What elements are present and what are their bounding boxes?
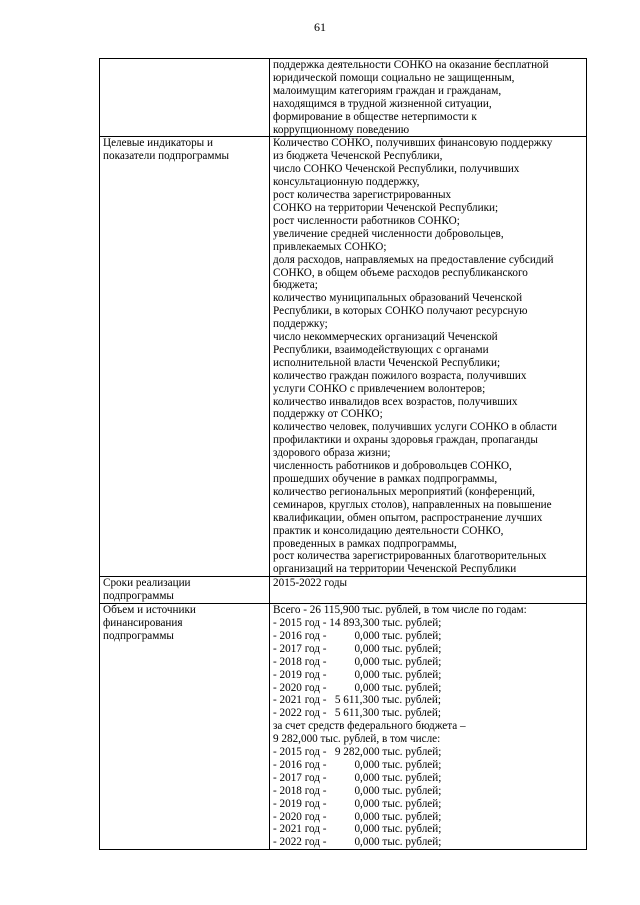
- row-content: [270, 604, 587, 850]
- content-line: юридической помощи социально не защищенным,: [273, 71, 515, 84]
- content-line: - 2018 год - 0,000 тыс. рублей;: [273, 655, 442, 668]
- content-line: - 2016 год - 0,000 тыс. рублей;: [273, 758, 442, 771]
- content-line: - 2021 год - 5 611,300 тыс. рублей;: [273, 694, 441, 707]
- table-row: [100, 604, 587, 850]
- label-line: Сроки реализации: [103, 577, 191, 590]
- content-line: рост численности работников СОНКО;: [273, 214, 460, 227]
- content-line: консультационную поддержку,: [273, 176, 420, 189]
- content-line: - 2020 год - 0,000 тыс. рублей;: [273, 681, 442, 694]
- content-line: поддержку;: [273, 318, 328, 331]
- content-line: прошедших обучение в рамках подпрограммы,: [273, 473, 498, 485]
- row-label: [100, 577, 270, 604]
- content-line: практик и консолидацию деятельности СОНКО,: [273, 524, 504, 537]
- content-line: исполнительной власти Чеченской Республики;: [273, 356, 501, 369]
- content-line: из бюджета Чеченской Республики,: [273, 150, 443, 163]
- content-line: здорового образа жизни;: [273, 447, 391, 460]
- row-content: [270, 137, 587, 577]
- content-line: услуги СОНКО с привлечением волонтеров;: [273, 382, 486, 395]
- label-line: финансирования: [103, 616, 183, 629]
- table-row: [100, 59, 587, 137]
- table-row: [100, 577, 587, 604]
- content-line: находящимся в трудной жизненной ситуации,: [273, 97, 492, 110]
- content-line: поддержку от СОНКО;: [273, 408, 383, 421]
- content-line: рост количества зарегистрированных благотворительных: [273, 550, 547, 563]
- passport-table: [99, 58, 587, 850]
- row-label: [100, 137, 270, 577]
- content-line: - 2017 год - 0,000 тыс. рублей;: [273, 642, 442, 655]
- table-row: [100, 137, 587, 577]
- content-line: формирование в обществе нетерпимости к: [273, 110, 477, 123]
- content-line: семинаров, круглых столов), направленных на повышение: [273, 498, 552, 511]
- content-line: бюджета;: [273, 279, 318, 292]
- content-line: численность работников и добровольцев СОНКО,: [273, 460, 512, 473]
- label-line: подпрограммы: [103, 590, 174, 603]
- content-line: количество муниципальных образований Чеченской: [273, 292, 523, 305]
- content-line: - 2016 год - 0,000 тыс. рублей;: [273, 629, 442, 642]
- content-line: - 2019 год - 0,000 тыс. рублей;: [273, 797, 442, 810]
- content-line: Республики, в которых СОНКО получают ресурсную: [273, 305, 528, 318]
- content-line: количество региональных мероприятий (конференций,: [273, 485, 535, 498]
- content-line: - 2022 год - 0,000 тыс. рублей;: [273, 836, 442, 849]
- content-line: проведенных в рамках подпрограммы,: [273, 537, 457, 550]
- content-line: - 2017 год - 0,000 тыс. рублей;: [273, 771, 442, 784]
- content-line: Количество СОНКО, получивших финансовую поддержку: [273, 137, 553, 150]
- content-line: - 2018 год - 0,000 тыс. рублей;: [273, 784, 442, 797]
- content-line: - 2015 год - 14 893,300 тыс. рублей;: [273, 616, 442, 629]
- content-line: поддержка деятельности СОНКО на оказание бесплатной: [273, 59, 549, 71]
- row-content: [270, 59, 587, 137]
- page-number: 61: [314, 20, 326, 34]
- row-label: [100, 59, 270, 137]
- label-line: подпрограммы: [103, 629, 174, 642]
- content-line: СОНКО, в общем объеме расходов республиканского: [273, 266, 528, 279]
- content-line: число некоммерческих организаций Чеченской: [273, 331, 498, 344]
- content-line: количество граждан пожилого возраста, получивших: [273, 369, 527, 382]
- content-line: - 2019 год - 0,000 тыс. рублей;: [273, 668, 442, 681]
- content-line: профилактики и охраны здоровья граждан, пропаганды: [273, 434, 538, 447]
- content-line: - 2022 год - 5 611,300 тыс. рублей;: [273, 707, 441, 720]
- content-line: малоимущим категориям граждан и гражданам,: [273, 84, 502, 97]
- content-line: СОНКО на территории Чеченской Республики;: [273, 201, 499, 214]
- content-line: увеличение средней численности добровольцев,: [273, 227, 504, 240]
- content-line: коррупционному поведению: [273, 123, 410, 136]
- content-line: организаций на территории Чеченской Республики: [273, 563, 517, 576]
- content-line: Всего - 26 115,900 тыс. рублей, в том числе по годам:: [273, 604, 527, 617]
- content-line: доля расходов, направляемых на предоставление субсидий: [273, 253, 554, 266]
- label-line: показатели подпрограммы: [103, 150, 230, 163]
- content-line: привлекаемых СОНКО;: [273, 240, 387, 253]
- content-line: количество инвалидов всех возрастов, получивших: [273, 395, 518, 408]
- content-line: 9 282,000 тыс. рублей, в том числе:: [273, 733, 441, 746]
- row-content: [270, 577, 587, 604]
- label-line: Объем и источники: [103, 604, 196, 617]
- label-line: Целевые индикаторы и: [103, 137, 213, 150]
- content-line: количество человек, получивших услуги СОНКО в области: [273, 421, 557, 434]
- content-line: квалификации, обмен опытом, распространение лучших: [273, 511, 543, 524]
- content-line: - 2021 год - 0,000 тыс. рублей;: [273, 823, 442, 836]
- content-line: число СОНКО Чеченской Республики, получивших: [273, 163, 520, 176]
- content-line: рост количества зарегистрированных: [273, 189, 452, 202]
- content-line: 2015-2022 годы: [273, 577, 348, 590]
- row-label: [100, 604, 270, 850]
- content-line: - 2020 год - 0,000 тыс. рублей;: [273, 810, 442, 823]
- content-line: за счет средств федерального бюджета –: [273, 720, 466, 733]
- content-line: - 2015 год - 9 282,000 тыс. рублей;: [273, 746, 442, 759]
- content-line: Республики, взаимодействующих с органами: [273, 343, 489, 356]
